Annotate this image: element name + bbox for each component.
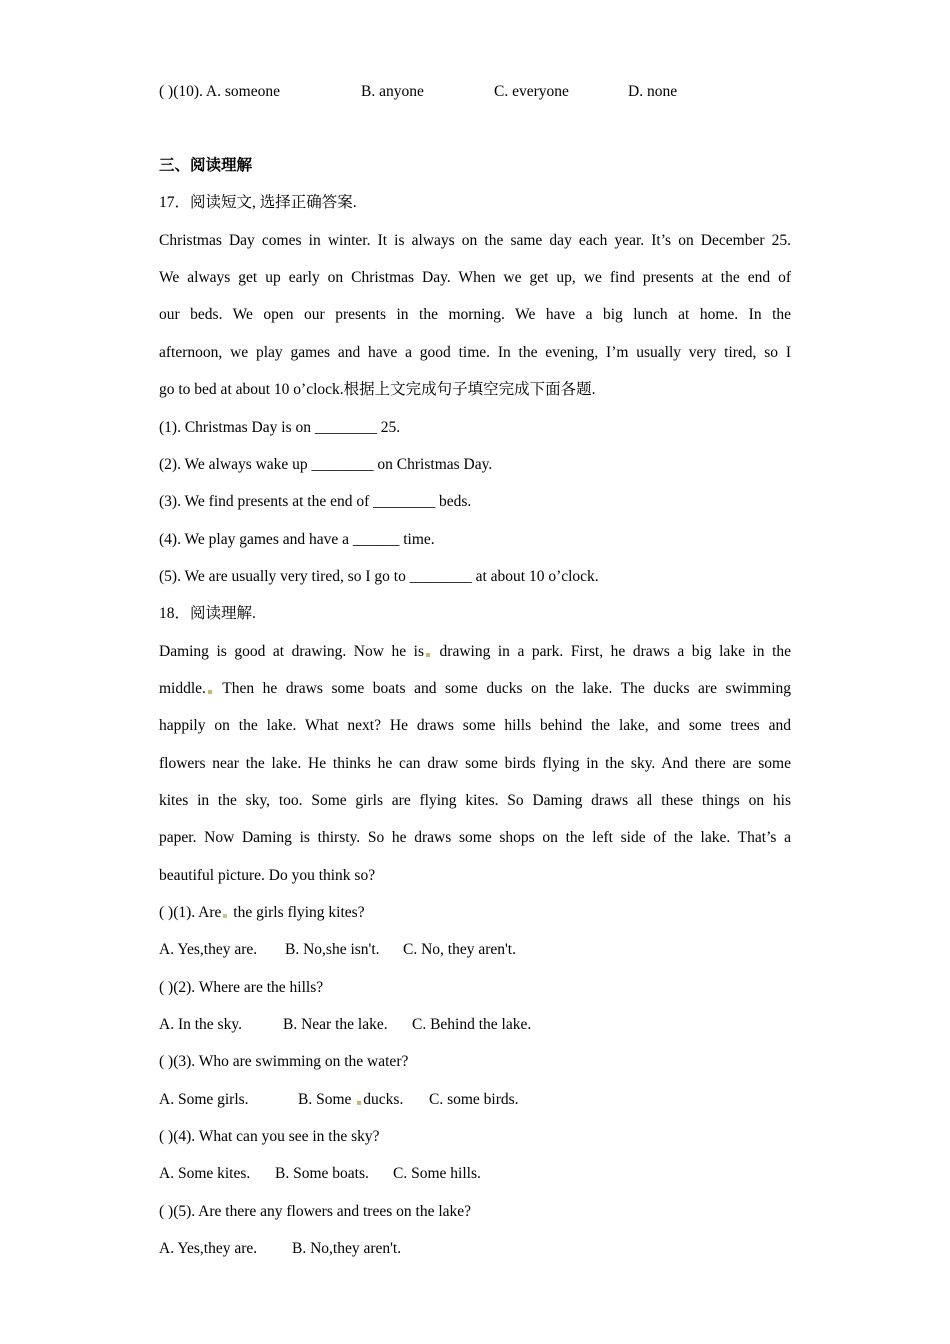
- q18-q3-option-a: A. Some girls.: [159, 1091, 249, 1108]
- q18-question-5: ( )(5). Are there any flowers and trees on the lake?: [159, 1203, 472, 1220]
- q18-question-2: ( )(2). Where are the hills?: [159, 979, 324, 996]
- q18-question-4: ( )(4). What can you see in the sky?: [159, 1128, 380, 1145]
- q18-q3-option-c: C. some birds.: [429, 1091, 519, 1108]
- q18-q1-option-b: B. No,she isn't.: [285, 941, 380, 958]
- q17-item-3: (3). We find presents at the end of ________ beds.: [159, 493, 472, 510]
- scan-speck: [223, 914, 227, 918]
- scan-speck: [357, 1101, 361, 1105]
- q18-passage-line: beautiful picture. Do you think so?: [159, 867, 376, 884]
- q18-passage-line: paper. Now Daming is thirsty. So he draws some shops on the left side of the lake. That’s a: [159, 829, 791, 846]
- section-heading: 三、阅读理解: [159, 157, 253, 174]
- q10-stem: ( )(10). A. someone: [159, 83, 280, 100]
- q10-option-c: C. everyone: [494, 83, 569, 100]
- q18-passage-line: kites in the sky, too. Some girls are flying kites. So Daming draws all these things on his: [159, 792, 791, 809]
- scan-speck: [208, 690, 212, 694]
- q18-q2-option-b: B. Near the lake.: [283, 1016, 388, 1033]
- q10-option-d: D. none: [628, 83, 678, 100]
- q17-item-1: (1). Christmas Day is on ________ 25.: [159, 419, 401, 436]
- q10-option-b: B. anyone: [361, 83, 424, 100]
- q18-question-3: ( )(3). Who are swimming on the water?: [159, 1053, 409, 1070]
- q17-passage-line: go to bed at about 10 o’clock.根据上文完成句子填空完成下面各题.: [159, 381, 596, 398]
- q18-passage-line: Daming is good at drawing. Now he is drawing in a park. First, he draws a big lake in the: [159, 643, 792, 660]
- q17-passage-line: We always get up early on Christmas Day. When we get up, we find presents at the end of: [159, 269, 791, 286]
- scan-speck: [426, 653, 430, 657]
- q17-passage-line: our beds. We open our presents in the morning. We have a big lunch at home. In the: [159, 306, 791, 323]
- q18-q1-option-c: C. No, they aren't.: [403, 941, 516, 958]
- q18-q4-option-b: B. Some boats.: [275, 1165, 369, 1182]
- q17-passage-line: Christmas Day comes in winter. It is always on the same day each year. It’s on December 25.: [159, 232, 791, 249]
- q18-q3-option-b: B. Some ducks.: [298, 1091, 404, 1108]
- q18-q5-option-b: B. No,they aren't.: [292, 1240, 402, 1257]
- q18-question-1: ( )(1). Are the girls flying kites?: [159, 904, 365, 921]
- q17-item-4: (4). We play games and have a ______ time.: [159, 531, 435, 548]
- q18-passage-line: flowers near the lake. He thinks he can draw some birds flying in the sky. And there are some: [159, 755, 791, 772]
- q18-q4-option-a: A. Some kites.: [159, 1165, 251, 1182]
- q18-q1-option-a: A. Yes,they are.: [159, 941, 258, 958]
- q18-title: 18．阅读理解.: [159, 605, 256, 622]
- q17-item-5: (5). We are usually very tired, so I go to ________ at about 10 o’clock.: [159, 568, 599, 585]
- q18-passage-line: middle. Then he draws some boats and some ducks on the lake. The ducks are swimming: [159, 680, 791, 697]
- q18-passage-line: happily on the lake. What next? He draws some hills behind the lake, and some trees and: [159, 717, 791, 734]
- q17-passage-line: afternoon, we play games and have a good time. In the evening, I’m usually very tired, so I: [159, 344, 791, 361]
- q17-item-2: (2). We always wake up ________ on Christmas Day.: [159, 456, 493, 473]
- q17-title: 17．阅读短文, 选择正确答案.: [159, 194, 357, 211]
- q18-q2-option-a: A. In the sky.: [159, 1016, 242, 1033]
- q18-q2-option-c: C. Behind the lake.: [412, 1016, 532, 1033]
- q18-q4-option-c: C. Some hills.: [393, 1165, 481, 1182]
- q18-q5-option-a: A. Yes,they are.: [159, 1240, 258, 1257]
